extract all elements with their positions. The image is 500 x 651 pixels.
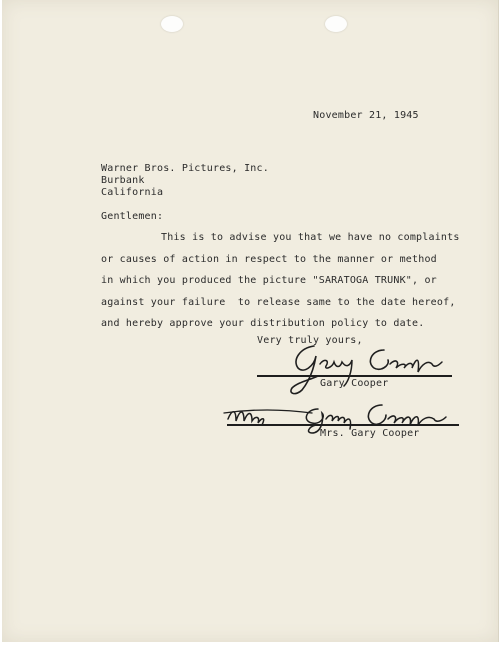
punch-hole-left [161, 16, 183, 32]
body-line: or causes of action in respect to the manner or method [101, 254, 437, 265]
body-line: and hereby approve your distribution policy to date. [101, 318, 425, 329]
body-line: against your failure to release same to the date hereof, [101, 297, 456, 308]
body-line: in which you produced the picture "SARATOGA TRUNK", or [101, 275, 437, 286]
addressee-line-city: Burbank [101, 175, 145, 186]
signature-line-gary-cooper [257, 375, 452, 377]
body-line: This is to advise you that we have no complaints [161, 232, 460, 243]
closing: Very truly yours, [257, 335, 363, 346]
salutation: Gentlemen: [101, 211, 164, 222]
scan-margin [0, 642, 500, 651]
letter-page [2, 0, 499, 642]
letter-date: November 21, 1945 [313, 110, 419, 121]
addressee-line-state: California [101, 187, 164, 198]
typed-name-mrs-gary-cooper: Mrs. Gary Cooper [320, 428, 420, 439]
gary-cooper-signature [252, 338, 472, 400]
punch-hole-right [325, 16, 347, 32]
signature-line-mrs-gary-cooper [227, 424, 459, 426]
typed-name-gary-cooper: Gary Cooper [320, 378, 389, 389]
addressee-line-company: Warner Bros. Pictures, Inc. [101, 163, 269, 174]
